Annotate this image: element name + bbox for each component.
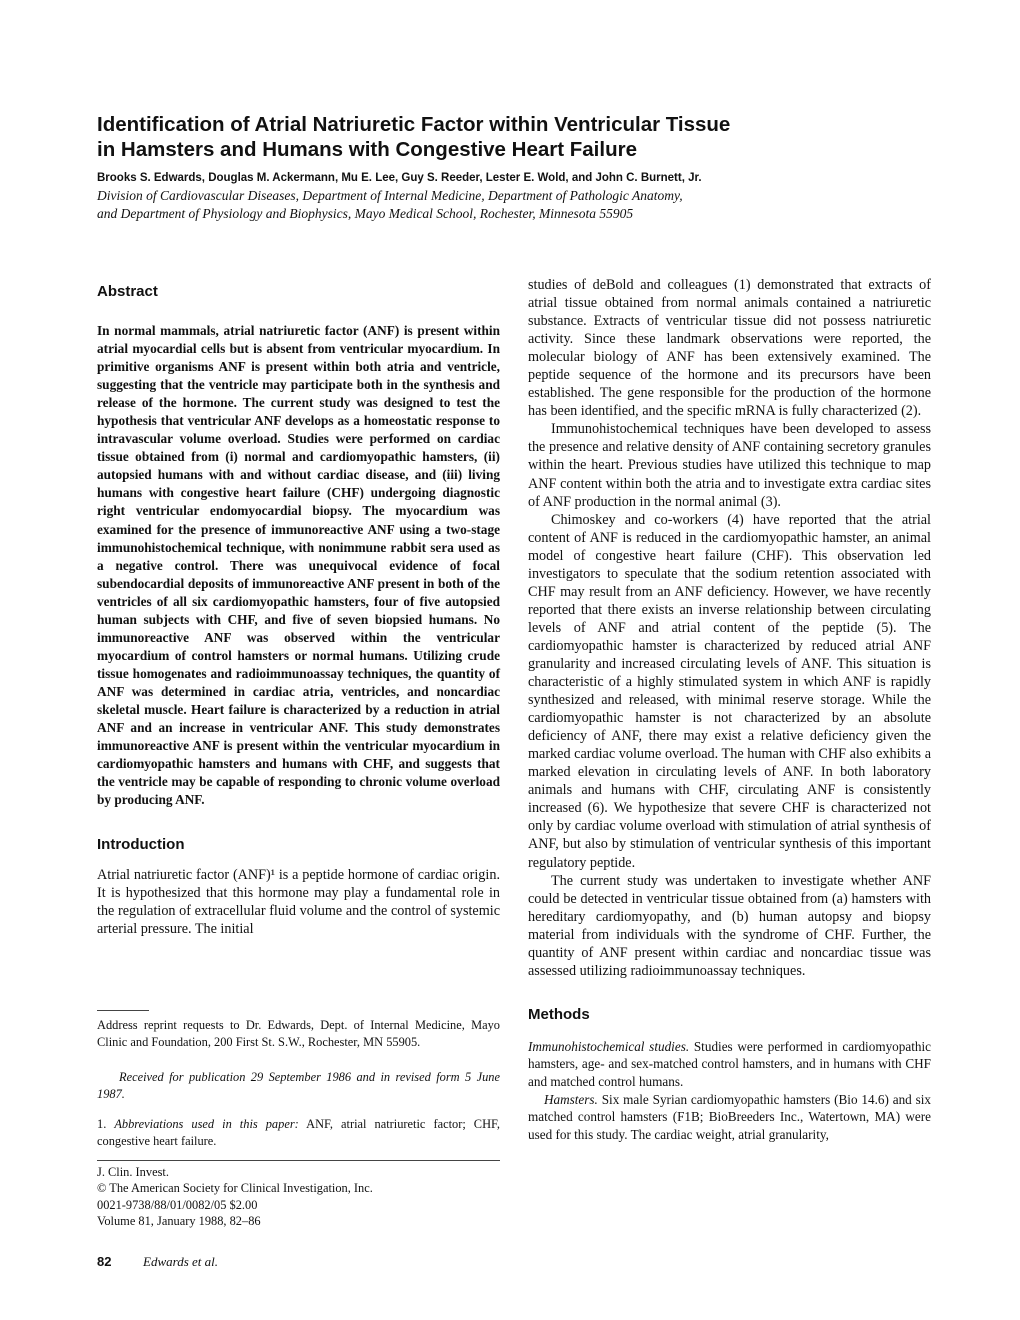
- journal-name: J. Clin. Invest.: [97, 1165, 169, 1179]
- affiliation-line-2: and Department of Physiology and Biophysics, Mayo Medical School, Rochester, Minnesota 55905: [97, 205, 634, 221]
- body-paragraph: Immunohistochemical techniques have been developed to assess the presence and relative density of ANF containing secretory granules within the heart. Previous studies have utilized this technique to map ANF content within both the atria and to investigate extra cardiac sites of ANF production in the normal animal (3).: [528, 421, 931, 510]
- abstract-heading: Abstract: [97, 283, 158, 300]
- received-footnote: [97, 1069, 500, 1103]
- title-line-2: in Hamsters and Humans with Congestive Heart Failure: [97, 138, 637, 161]
- page-number: 82: [97, 1254, 112, 1269]
- introduction-heading: Introduction: [97, 836, 185, 854]
- methods-subheading: Immunohistochemical studies.: [528, 1038, 690, 1054]
- title-line-1: Identification of Atrial Natriuretic Factor within Ventricular Tissue: [97, 113, 731, 136]
- abbreviations-text: ANF, atrial natriuretic factor; CHF, congestive heart failure.: [97, 1117, 501, 1148]
- address-footnote: Address reprint requests to Dr. Edwards, Dept. of Internal Medicine, Mayo Clinic and Foundation, 200 First St. S.W., Rochester, MN 55905.: [97, 1018, 500, 1049]
- paper-title: [97, 112, 917, 162]
- affiliation-line-1: Division of Cardiovascular Diseases, Department of Internal Medicine, Department of Pathologic Anatomy,: [97, 188, 683, 203]
- copyright-line: © The American Society for Clinical Investigation, Inc.: [97, 1181, 373, 1196]
- right-column: [528, 276, 931, 1143]
- methods-text: Six male Syrian cardiomyopathic hamsters (Bio 14.6) and six matched control hamsters (F1B; BioBreeders Inc., Watertown, MA) were used for this study. The cardiac weight, atrial granularity,: [528, 1091, 931, 1142]
- received-note: Received for publication 29 September 1986 and in revised form 5 June 1987.: [97, 1070, 500, 1101]
- body-paragraph: The current study was undertaken to investigate whether ANF could be detected in ventricular tissue obtained from (a) hamsters with hereditary cardiomyopathy, and (b) human autopsy and biopsy material from individuals with the syndrome of CHF. Further, the quantity of ANF present within cardiac and noncardiac tissue was assessed utilizing radioimmunoassay techniques.: [528, 872, 931, 979]
- footnote-number: 1.: [97, 1117, 115, 1131]
- abstract-text: In normal mammals, atrial natriuretic factor (ANF) is present within atrial myocardial cells but is absent from ventricular myocardium. In primitive organisms ANF is present within both atria and ventricle, suggesting that the ventricle may participate both in the synthesis and release of the hormone. The current study was designed to test the hypothesis that ventricular ANF develops as a homeostatic response to intravascular volume overload. Studies were performed on cardiac tissue obtained from (i) normal and cardiomyopathic hamsters, (ii) autopsied humans with and without cardiac disease, and (iii) living humans with congestive heart failure (CHF) undergoing diagnostic right ventricular endomyocardial biopsy. The myocardium was examined for the presence of immunoreactive ANF using a two-stage immunohistochemical technique, with nonimmune rabbit sera used as a negative control. There was unequivocal evidence of focal subendocardial deposits of immunoreactive ANF present in both of the ventricles of all six cardiomyopathic hamsters, four of five autopsied human subjects with CHF, and five of seven biopsied humans. No immunoreactive ANF was observed within the ventricular myocardium of control hamsters or normal humans. Utilizing crude tissue homogenates and radioimmunoassay techniques, the quantity of ANF was determined in cardiac atria, ventricles, and noncardiac skeletal muscle. Heart failure is characterized by a reduction in atrial ANF and an increase in ventricular ANF. This study demonstrates immunoreactive ANF is present within the ventricular myocardium in cardiomyopathic hamsters and humans with CHF, and suggests that the ventricle may be capable of responding to chronic volume overload by producing ANF.: [97, 323, 500, 808]
- running-head: Edwards et al.: [143, 1254, 218, 1269]
- publication-info: [97, 1164, 500, 1229]
- left-column: [97, 283, 500, 938]
- methods-subheading: Hamsters.: [544, 1091, 598, 1107]
- methods-text: Studies were performed in cardiomyopathic hamsters, age- and sex-matched control hamsters, and in humans with CHF and matched control humans.: [528, 1038, 931, 1090]
- abbreviations-label: Abbreviations used in this paper:: [114, 1117, 299, 1131]
- methods-heading: Methods: [528, 1005, 590, 1023]
- issn-line: 0021-9738/88/01/0082/05 $2.00: [97, 1197, 258, 1212]
- body-paragraph: Chimoskey and co-workers (4) have reported that the atrial content of ANF is reduced in the cardiomyopathic hamster, an animal model of congestive heart failure (CHF). This observation led investigators to speculate that the sodium retention associated with CHF may result from an ANF deficiency. However, we have recently reported that there exists an inverse relationship between circulating levels of ANF and atrial content of the peptide (5). The cardiomyopathic hamster is characterized by reduced atrial ANF granularity and increased circulating levels of ANF. This situation is characteristic of a highly stimulated system in which ANF is rapidly synthesized and released, with minimal reserve storage. While the cardiomyopathic hamster is not characterized by an absolute deficiency of ANF, there may exist a relative deficiency given the marked cardiac volume overload. The human with CHF also exhibits a marked elevation in circulating levels of ANF. In both laboratory animals and humans with CHF, circulating ANF is consistently increased (6). We hypothesize that severe CHF is characterized not only by cardiac volume overload with stimulation of atrial synthesis of ANF, but also by stimulation of ventricular synthesis of this important regulatory peptide.: [528, 511, 931, 871]
- introduction-text: Atrial natriuretic factor (ANF)¹ is a peptide hormone of cardiac origin. It is hypothesized that this hormone may play a fundamental role in the regulation of extracellular fluid volume and the control of systemic arterial pressure. The initial: [97, 867, 500, 938]
- methods-paragraph: [528, 1038, 931, 1091]
- body-paragraph: studies of deBold and colleagues (1) demonstrated that extracts of atrial tissue obtained from normal animals contained a natriuretic substance. Extracts of ventricular tissue did not possess natriuretic activity. Since these landmark observations were reported, the molecular biology of ANF has been extensively examined. The peptide sequence of the hormone and its precursors have been established. The gene responsible for the production of the hormone has been identified, and the specific mRNA is fully characterized (2).: [528, 277, 931, 420]
- footnote-separator: [97, 1010, 149, 1011]
- methods-paragraph: [528, 1091, 931, 1144]
- affiliation: [97, 187, 937, 222]
- author-list: Brooks S. Edwards, Douglas M. Ackermann, Mu E. Lee, Guy S. Reeder, Lester E. Wold, and John C. Burnett, Jr.: [97, 172, 702, 184]
- publication-separator: [97, 1160, 500, 1161]
- volume-line: Volume 81, January 1988, 82–86: [97, 1213, 261, 1228]
- abbreviations-footnote: [97, 1116, 500, 1150]
